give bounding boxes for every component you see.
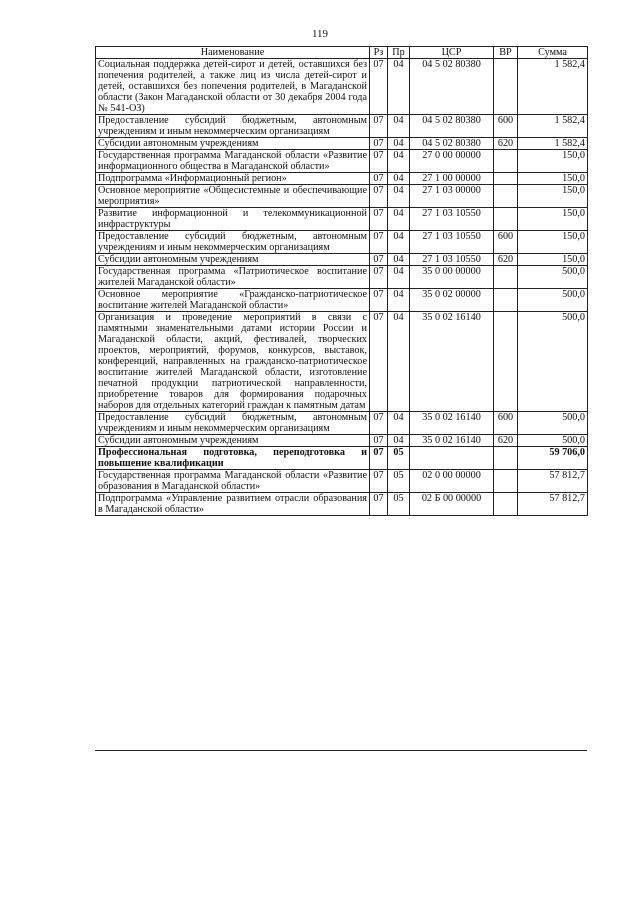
table-row [96,266,588,289]
header-name: Наименование [96,47,370,59]
cell-pr: 04 [388,59,410,115]
table-row [96,470,588,493]
cell-name: Развитие информационной и телекоммуникационной инфраструктуры [96,208,370,231]
cell-sum: 150,0 [518,231,588,254]
cell-csr: 27 1 03 10550 [410,231,494,254]
cell-sum: 150,0 [518,254,588,266]
cell-sum: 150,0 [518,173,588,185]
cell-vr: 600 [494,412,518,435]
header-rz: Рз [370,47,388,59]
cell-name: Субсидии автономным учреждениям [96,138,370,150]
cell-vr: 620 [494,138,518,150]
cell-pr: 04 [388,185,410,208]
cell-name: Подпрограмма «Информационный регион» [96,173,370,185]
cell-csr: 02 0 00 00000 [410,470,494,493]
cell-vr: 600 [494,231,518,254]
cell-sum: 1 582,4 [518,138,588,150]
cell-csr: 35 0 02 16140 [410,312,494,412]
cell-pr: 05 [388,493,410,516]
cell-sum: 500,0 [518,412,588,435]
cell-vr [494,470,518,493]
cell-sum: 500,0 [518,266,588,289]
cell-csr: 04 5 02 80380 [410,115,494,138]
cell-rz: 07 [370,138,388,150]
cell-rz: 07 [370,254,388,266]
table-row [96,412,588,435]
cell-rz: 07 [370,266,388,289]
cell-csr: 35 0 02 16140 [410,412,494,435]
cell-pr: 04 [388,254,410,266]
table-row [96,289,588,312]
table-row [96,173,588,185]
table-row [96,447,588,470]
cell-name: Субсидии автономным учреждениям [96,435,370,447]
cell-rz: 07 [370,435,388,447]
header-vr: ВР [494,47,518,59]
cell-pr: 04 [388,208,410,231]
cell-name: Предоставление субсидий бюджетным, автономным учреждениям и иным некоммерческим организациям [96,412,370,435]
header-sum: Сумма [518,47,588,59]
cell-sum: 1 582,4 [518,59,588,115]
cell-csr: 27 1 03 10550 [410,254,494,266]
cell-csr: 27 1 00 00000 [410,173,494,185]
cell-name: Предоставление субсидий бюджетным, автономным учреждениям и иным некоммерческим организациям [96,115,370,138]
cell-name: Государственная программа Магаданской области «Развитие образования в Магаданской области» [96,470,370,493]
cell-csr: 04 5 02 80380 [410,59,494,115]
header-csr: ЦСР [410,47,494,59]
table-row [96,435,588,447]
cell-csr: 35 0 00 00000 [410,266,494,289]
cell-vr [494,173,518,185]
cell-pr: 04 [388,231,410,254]
cell-csr: 35 0 02 00000 [410,289,494,312]
cell-vr [494,289,518,312]
cell-pr: 05 [388,470,410,493]
cell-rz: 07 [370,231,388,254]
cell-sum: 57 812,7 [518,493,588,516]
cell-pr: 04 [388,312,410,412]
cell-rz: 07 [370,150,388,173]
cell-csr [410,447,494,470]
cell-rz: 07 [370,312,388,412]
cell-rz: 07 [370,289,388,312]
cell-sum: 1 582,4 [518,115,588,138]
cell-sum: 59 706,0 [518,447,588,470]
cell-pr: 04 [388,289,410,312]
cell-vr [494,208,518,231]
page-number: 119 [311,28,329,40]
cell-vr [494,493,518,516]
budget-table [95,46,588,516]
cell-sum: 500,0 [518,435,588,447]
cell-name: Основное мероприятие «Общесистемные и обеспечивающие мероприятия» [96,185,370,208]
table-row [96,185,588,208]
cell-name: Организация и проведение мероприятий в связи с памятными знаменательными датами истории России и Магаданской области, акций, фестивалей, творческих проектов, мероприятий, форумов, конкурсов, выставок, конференций, направленных на гражданско-патриотическое воспитание жителей Магаданской области, изготовление печатной продукции патриотической направленности, приобретение товаров для формирования подарочных наборов для отдельных категорий граждан к памятным датам [96,312,370,412]
cell-pr: 04 [388,150,410,173]
cell-name: Подпрограмма «Управление развитием отрасли образования в Магаданской области» [96,493,370,516]
cell-pr: 04 [388,173,410,185]
cell-csr: 27 0 00 00000 [410,150,494,173]
cell-name: Государственная программа «Патриотическое воспитание жителей Магаданской области» [96,266,370,289]
cell-csr: 27 1 03 10550 [410,208,494,231]
cell-sum: 150,0 [518,150,588,173]
cell-name: Субсидии автономным учреждениям [96,254,370,266]
cell-rz: 07 [370,470,388,493]
table-row [96,150,588,173]
cell-rz: 07 [370,185,388,208]
cell-csr: 04 5 02 80380 [410,138,494,150]
cell-sum: 500,0 [518,312,588,412]
cell-sum: 500,0 [518,289,588,312]
cell-csr: 35 0 02 16140 [410,435,494,447]
table-row [96,59,588,115]
cell-rz: 07 [370,447,388,470]
table-row [96,231,588,254]
table-row [96,138,588,150]
cell-vr [494,150,518,173]
cell-pr: 05 [388,447,410,470]
cell-name: Социальная поддержка детей-сирот и детей, оставшихся без попечения родителей, а также лиц из числа детей-сирот и детей, оставшихся без попечения родителей, в Магаданской области (Закон Магаданской области от 30 декабря 2004 года № 541-ОЗ) [96,59,370,115]
cell-rz: 07 [370,115,388,138]
cell-vr: 600 [494,115,518,138]
cell-vr [494,266,518,289]
cell-pr: 04 [388,266,410,289]
cell-pr: 04 [388,412,410,435]
cell-sum: 57 812,7 [518,470,588,493]
table-row [96,254,588,266]
table-row [96,312,588,412]
table-row [96,208,588,231]
footer-rule [95,750,587,751]
table-header-row [96,47,588,59]
cell-vr [494,185,518,208]
cell-name: Государственная программа Магаданской области «Развитие информационного общества в Магаданской области» [96,150,370,173]
cell-name: Предоставление субсидий бюджетным, автономным учреждениям и иным некоммерческим организациям [96,231,370,254]
cell-sum: 150,0 [518,185,588,208]
cell-vr [494,59,518,115]
cell-pr: 04 [388,138,410,150]
cell-rz: 07 [370,208,388,231]
cell-rz: 07 [370,173,388,185]
cell-vr: 620 [494,435,518,447]
cell-pr: 04 [388,115,410,138]
cell-csr: 02 Б 00 00000 [410,493,494,516]
cell-rz: 07 [370,412,388,435]
cell-sum: 150,0 [518,208,588,231]
cell-vr [494,447,518,470]
table-row [96,115,588,138]
cell-name: Основное мероприятие «Гражданско-патриотическое воспитание жителей Магаданской области» [96,289,370,312]
table-row [96,493,588,516]
cell-csr: 27 1 03 00000 [410,185,494,208]
cell-vr: 620 [494,254,518,266]
header-pr: Пр [388,47,410,59]
cell-name: Профессиональная подготовка, переподготовка и повышение квалификации [96,447,370,470]
cell-rz: 07 [370,493,388,516]
cell-vr [494,312,518,412]
cell-rz: 07 [370,59,388,115]
cell-pr: 04 [388,435,410,447]
